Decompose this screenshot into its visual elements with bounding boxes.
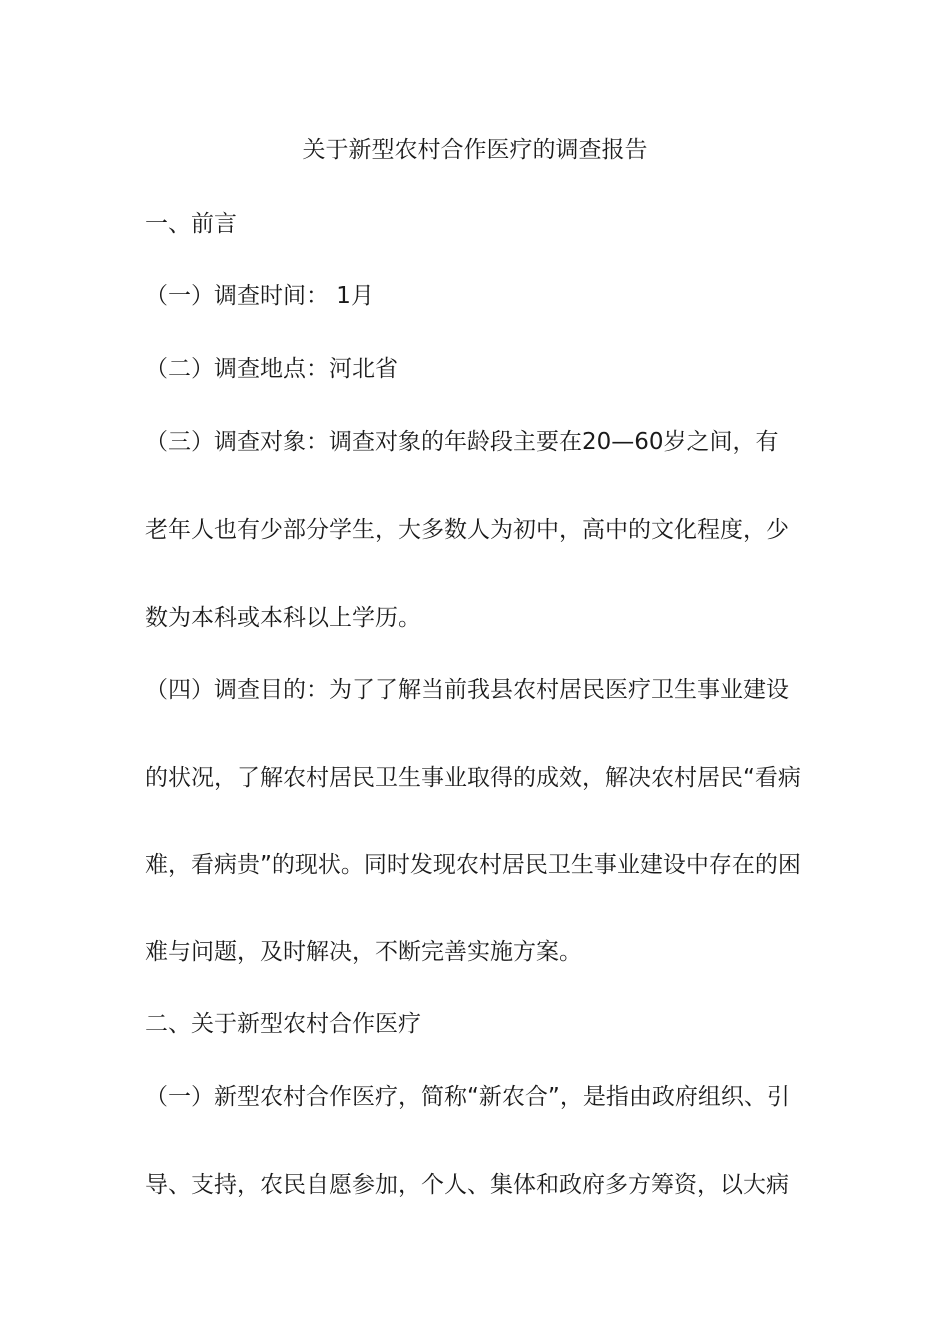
paragraph-survey-purpose-line-4: 难与问题，及时解决，不断完善实施方案。 [145,939,582,965]
paragraph-survey-purpose-line-1: （四）调查目的：为了了解当前我县农村居民医疗卫生事业建设 [145,677,789,703]
section-heading-new-rural-cooperative-medical: 二、关于新型农村合作医疗 [145,1011,421,1037]
paragraph-survey-subjects-line-1: （三）调查对象：调查对象的年龄段主要在20—60岁之间，有 [145,429,779,455]
paragraph-definition-line-2: 导、支持，农民自愿参加，个人、集体和政府多方筹资，以大病 [145,1172,789,1198]
paragraph-survey-purpose-line-3: 难，看病贵”的现状。同时发现农村居民卫生事业建设中存在的困 [145,852,801,878]
paragraph-survey-purpose-line-2: 的状况，了解农村居民卫生事业取得的成效，解决农村居民“看病 [145,765,801,791]
paragraph-survey-subjects-line-3: 数为本科或本科以上学历。 [145,605,421,631]
paragraph-survey-subjects-line-2: 老年人也有少部分学生，大多数人为初中，高中的文化程度，少 [145,517,789,543]
paragraph-survey-time: （一）调查时间： 1月 [145,283,374,309]
section-heading-preface: 一、前言 [145,211,237,237]
document-title: 关于新型农村合作医疗的调查报告 [302,137,648,163]
paragraph-definition-line-1: （一）新型农村合作医疗，简称“新农合”，是指由政府组织、引 [145,1084,790,1110]
paragraph-survey-location: （二）调查地点：河北省 [145,356,398,382]
